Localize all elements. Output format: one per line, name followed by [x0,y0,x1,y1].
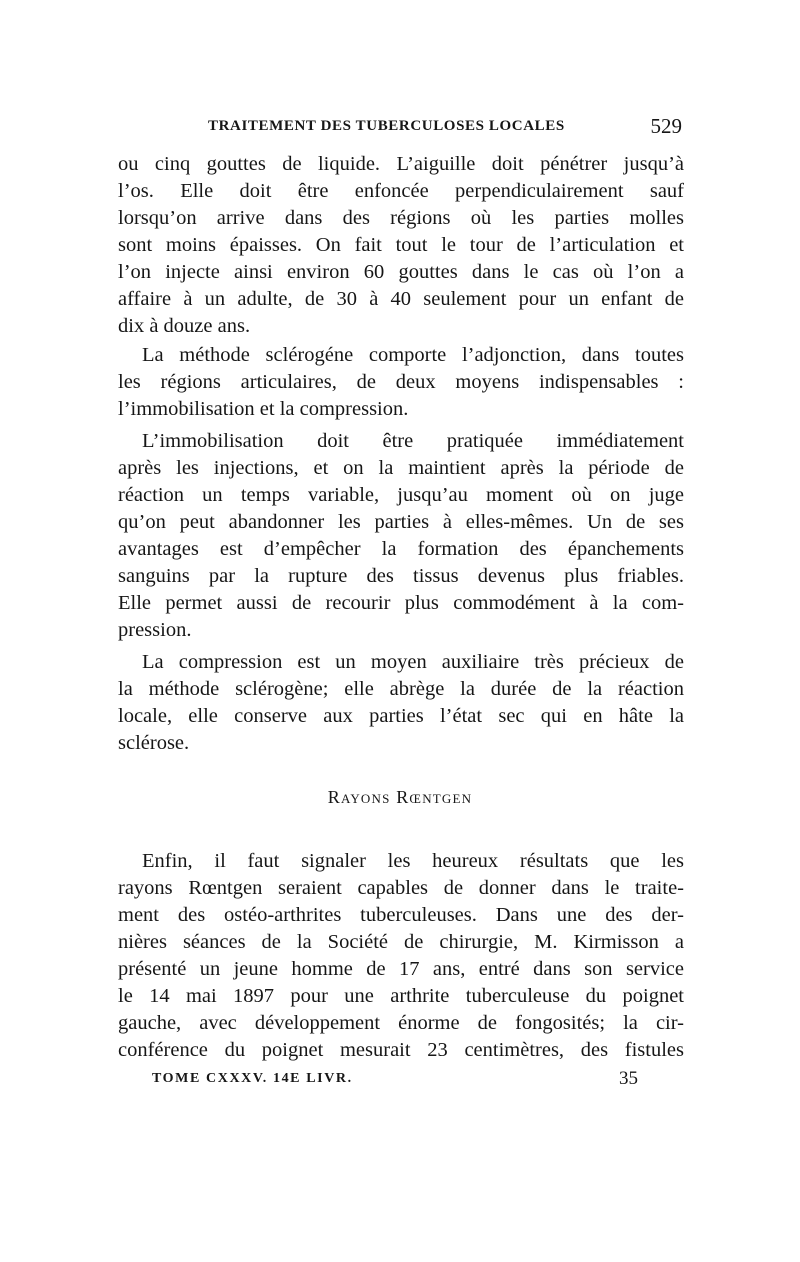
text-line: la méthode sclérogène; elle abrège la durée de la réaction [118,678,684,700]
text-line: sclérose. [118,732,190,754]
text-line: locale, elle conserve aux parties l’état sec qui en hâte la [118,705,684,727]
text-line: ment des ostéo-arthrites tuberculeuses. Dans une des der- [118,904,684,926]
text-line: après les injections, et on la maintient après la période de [118,457,684,479]
text-line: pression. [118,619,192,641]
sheet-number: 35 [619,1068,638,1089]
text-line: L’immobilisation doit être pratiquée immédiatement [142,430,684,452]
text-line: lorsqu’on arrive dans des régions où les parties molles [118,207,684,229]
running-title: TRAITEMENT DES TUBERCULOSES LOCALES [208,118,565,134]
text-line: rayons Rœntgen seraient capables de donner dans le traite- [118,877,684,899]
text-line: conférence du poignet mesurait 23 centimètres, des fistules [118,1039,684,1061]
text-line: avantages est d’empêcher la formation des épanchements [118,538,684,560]
text-line: qu’on peut abandonner les parties à elles-mêmes. Un de ses [118,511,684,533]
text-line: gauche, avec développement énorme de fongosités; la cir- [118,1012,684,1034]
text-line: le 14 mai 1897 pour une arthrite tuberculeuse du poignet [118,985,684,1007]
text-line: les régions articulaires, de deux moyens indispensables : [118,371,684,393]
page-header [118,114,684,144]
text-line: présenté un jeune homme de 17 ans, entré dans son service [118,958,684,980]
section-heading: Rayons Rœntgen [327,787,473,807]
text-line: La compression est un moyen auxiliaire très précieux de [142,651,684,673]
text-line: l’on injecte ainsi environ 60 gouttes dans le cas où l’on a [118,261,684,283]
text-line: réaction un temps variable, jusqu’au moment où on juge [118,484,684,506]
text-line: sanguins par la rupture des tissus devenus plus friables. [118,565,684,587]
text-line: La méthode sclérogéne comporte l’adjonction, dans toutes [142,344,684,366]
text-line: l’immobilisation et la compression. [118,398,409,420]
text-line: Enfin, il faut signaler les heureux résultats que les [142,850,684,872]
text-line: sont moins épaisses. On fait tout le tour de l’articulation et [118,234,684,256]
page-number: 529 [650,114,682,138]
text-line: nières séances de la Société de chirurgie, M. Kirmisson a [118,931,684,953]
text-line: ou cinq gouttes de liquide. L’aiguille doit pénétrer jusqu’à [118,153,684,175]
page-footer [118,1068,684,1094]
text-line: l’os. Elle doit être enfoncée perpendiculairement sauf [118,180,684,202]
text-line: affaire à un adulte, de 30 à 40 seulement pour un enfant de [118,288,684,310]
text-line: dix à douze ans. [118,315,251,337]
signature-mark: TOME CXXXV. 14E LIVR. [152,1071,353,1086]
text-line: Elle permet aussi de recourir plus commodément à la com- [118,592,684,614]
